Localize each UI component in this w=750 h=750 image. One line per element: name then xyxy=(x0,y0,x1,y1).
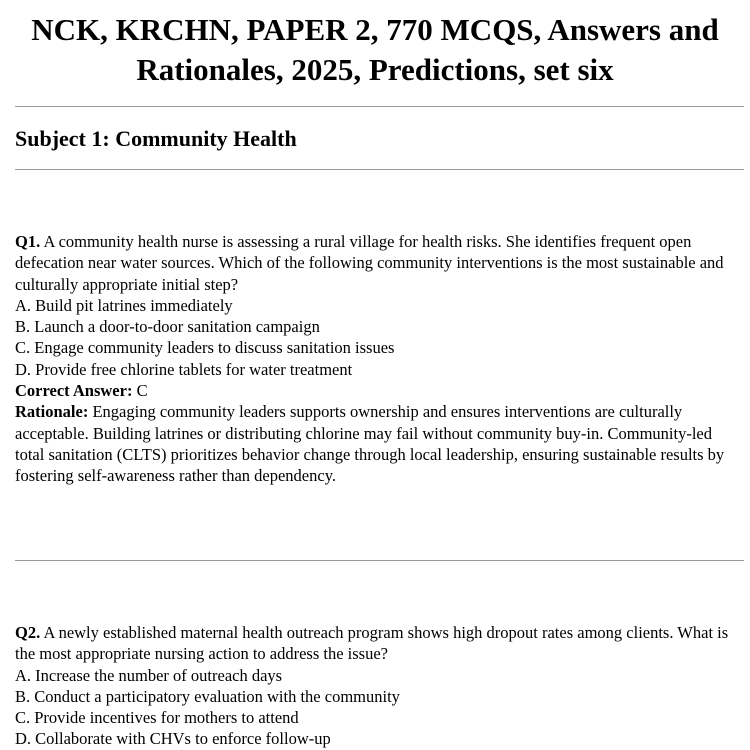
option-d: D. Provide free chlorine tablets for water treatment xyxy=(15,359,353,379)
title-line-2: Rationales, 2025, Predictions, set six xyxy=(136,52,614,87)
subject-heading: Subject 1: Community Health xyxy=(15,126,297,151)
question-block-q2 xyxy=(15,622,745,750)
divider xyxy=(15,560,744,561)
question-label: Q1. xyxy=(15,232,41,251)
question-stem xyxy=(15,231,745,295)
title-line-1: NCK, KRCHN, PAPER 2, 770 MCQS, Answers and xyxy=(31,12,719,47)
option-a: A. Increase the number of outreach days xyxy=(15,665,283,685)
document-title xyxy=(0,10,750,90)
option-c: C. Provide incentives for mothers to attend xyxy=(15,708,299,728)
question-label: Q2. xyxy=(15,623,41,642)
option-c: C. Engage community leaders to discuss sanitation issues xyxy=(15,338,395,358)
rationale-label: Rationale: xyxy=(15,402,89,422)
rationale-text: Engaging community leaders supports ownership and ensures interventions are culturally acceptable. Building latrines or distributing chlorine may fail without community buy-in. Community-led total sanitation (CLTS) prioritizes behavior change through local leadership, ensuring sustainable results by fostering self-awareness rather than dependency. xyxy=(15,402,725,486)
rationale xyxy=(15,401,745,486)
option-a: A. Build pit latrines immediately xyxy=(15,295,233,315)
correct-answer xyxy=(15,380,745,401)
correct-answer-value: C xyxy=(136,381,148,401)
option-b: B. Conduct a participatory evaluation with the community xyxy=(15,686,400,706)
question-text: A newly established maternal health outreach program shows high dropout rates among clients. What is the most appropriate nursing action to address the issue? xyxy=(15,623,729,664)
divider xyxy=(15,106,744,107)
option-b: B. Launch a door-to-door sanitation campaign xyxy=(15,317,320,337)
correct-answer-label: Correct Answer: xyxy=(15,381,133,401)
divider xyxy=(15,169,744,170)
question-block-q1 xyxy=(15,231,745,487)
question-text: A community health nurse is assessing a rural village for health risks. She identifies frequent open defecation near water sources. Which of the following community interventions is the most sustainable and culturally appropriate initial step? xyxy=(15,232,724,294)
option-d: D. Collaborate with CHVs to enforce follow-up xyxy=(15,729,331,749)
question-stem xyxy=(15,622,745,665)
